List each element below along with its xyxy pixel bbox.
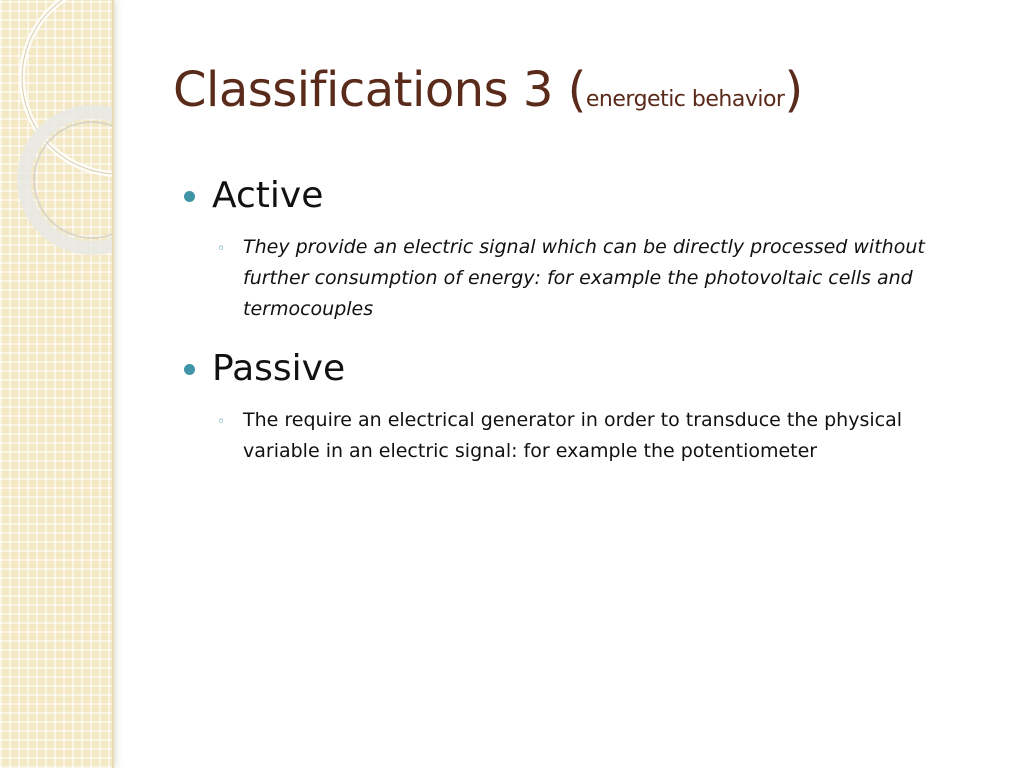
sub-bullet-text: The require an electrical generator in order to transduce the physical variable in an electric signal: for example the potentiometer xyxy=(243,409,903,462)
decorative-rings-icon xyxy=(0,0,112,260)
sub-bullet-passive xyxy=(180,405,980,467)
bullet-heading: Active xyxy=(212,175,324,216)
title-close: ) xyxy=(784,62,803,118)
title-subtitle: energetic behavior xyxy=(585,87,785,112)
decorative-sidebar xyxy=(0,0,114,768)
bullet-dot-icon xyxy=(184,364,195,375)
sub-bullet-ring-icon: ◦ xyxy=(217,241,226,257)
bullet-dot-icon xyxy=(184,191,195,202)
sub-bullet-text: They provide an electric signal which can be directly processed without further consumption of energy: for example the photovoltaic cells and termocouples xyxy=(243,236,925,320)
bullet-active xyxy=(180,172,980,220)
title-main: Classifications 3 ( xyxy=(173,62,586,118)
bullet-passive xyxy=(180,345,980,393)
bullet-heading: Passive xyxy=(212,348,346,389)
slide-title xyxy=(173,62,803,118)
bullet-list xyxy=(180,172,980,467)
sub-bullet-ring-icon: ◦ xyxy=(217,414,226,430)
sub-bullet-active xyxy=(180,232,980,325)
